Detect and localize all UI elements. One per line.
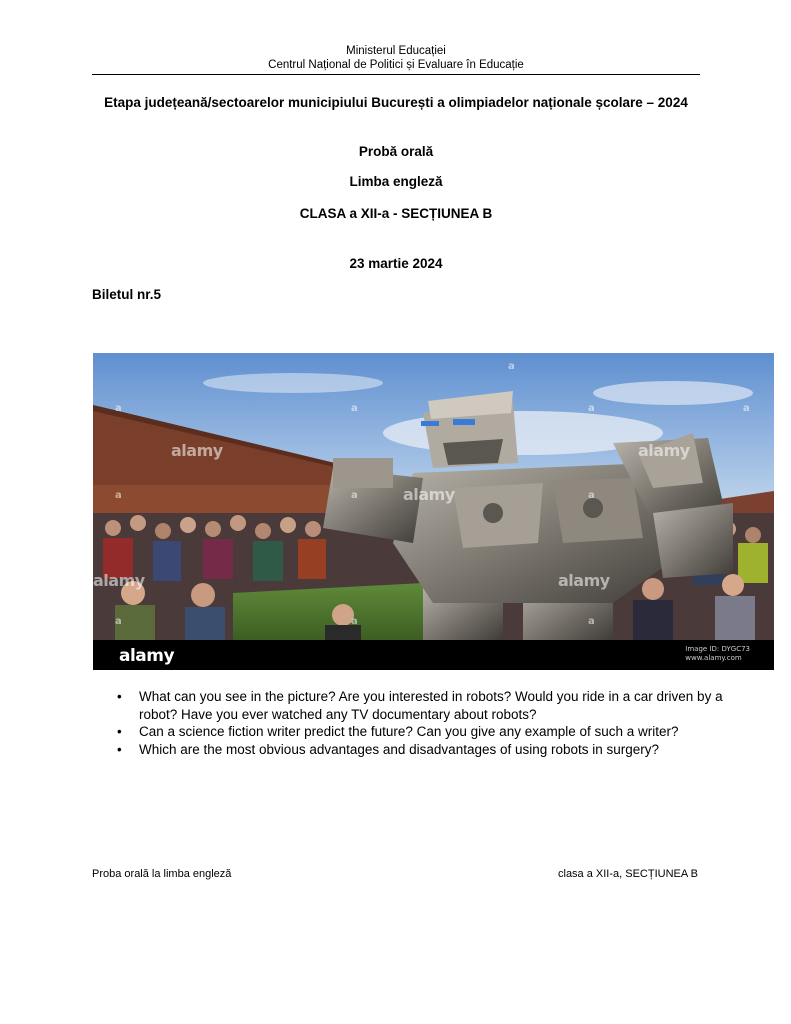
image-site: www.alamy.com [685,654,742,662]
watermark-small: a [351,616,358,627]
watermark-small: a [115,403,122,414]
watermark: alamy [403,485,455,504]
robot-photo [93,353,774,670]
exam-type: Probă orală [358,144,434,159]
watermark-small: a [743,403,750,414]
subject: Limba engleză [349,174,443,189]
header-divider [92,74,700,75]
class-section: CLASA a XII-a - SECȚIUNEA B [299,206,493,221]
alamy-logo: alamy [119,646,175,666]
question-list [108,688,739,758]
ministry-name: Ministerul Educației [346,45,446,57]
watermark: alamy [558,571,610,590]
list-item: • Which are the most obvious advantages and disadvantages of using robots in surgery? [139,741,739,759]
watermark-small: a [115,616,122,627]
robot-crowd-photo-icon [93,353,774,670]
list-item: • Can a science fiction writer predict the future? Can you give any example of such a writer? [139,723,739,741]
contest-title: Etapa județeană/sectoarelor municipiului București a olimpiadelor naționale școlare – 2024 [104,95,688,110]
center-name: Centrul Național de Politici și Evaluare în Educație [268,59,524,71]
watermark-small: a [508,361,515,372]
watermark-small: a [588,616,595,627]
page-header [92,44,700,72]
watermark-small: a [115,490,122,501]
watermark: alamy [93,571,145,590]
watermark: alamy [171,441,223,460]
image-id-block [685,645,750,663]
exam-date: 23 martie 2024 [349,256,443,271]
watermark: alamy [638,441,690,460]
image-id: Image ID: DYGC73 [685,645,750,653]
watermark-small: a [588,403,595,414]
footer-left: Proba orală la limba engleză [92,868,232,880]
watermark-small: a [351,403,358,414]
watermark-small: a [588,490,595,501]
footer-right: clasa a XII-a, SECȚIUNEA B [558,868,698,880]
list-item: • What can you see in the picture? Are you interested in robots? Would you ride in a car driven by a robot? Have you ever watched any TV documentary about robots? [139,688,739,723]
ticket-number: Biletul nr.5 [92,287,162,302]
photo-footer-bar [93,640,774,670]
watermark-small: a [351,490,358,501]
